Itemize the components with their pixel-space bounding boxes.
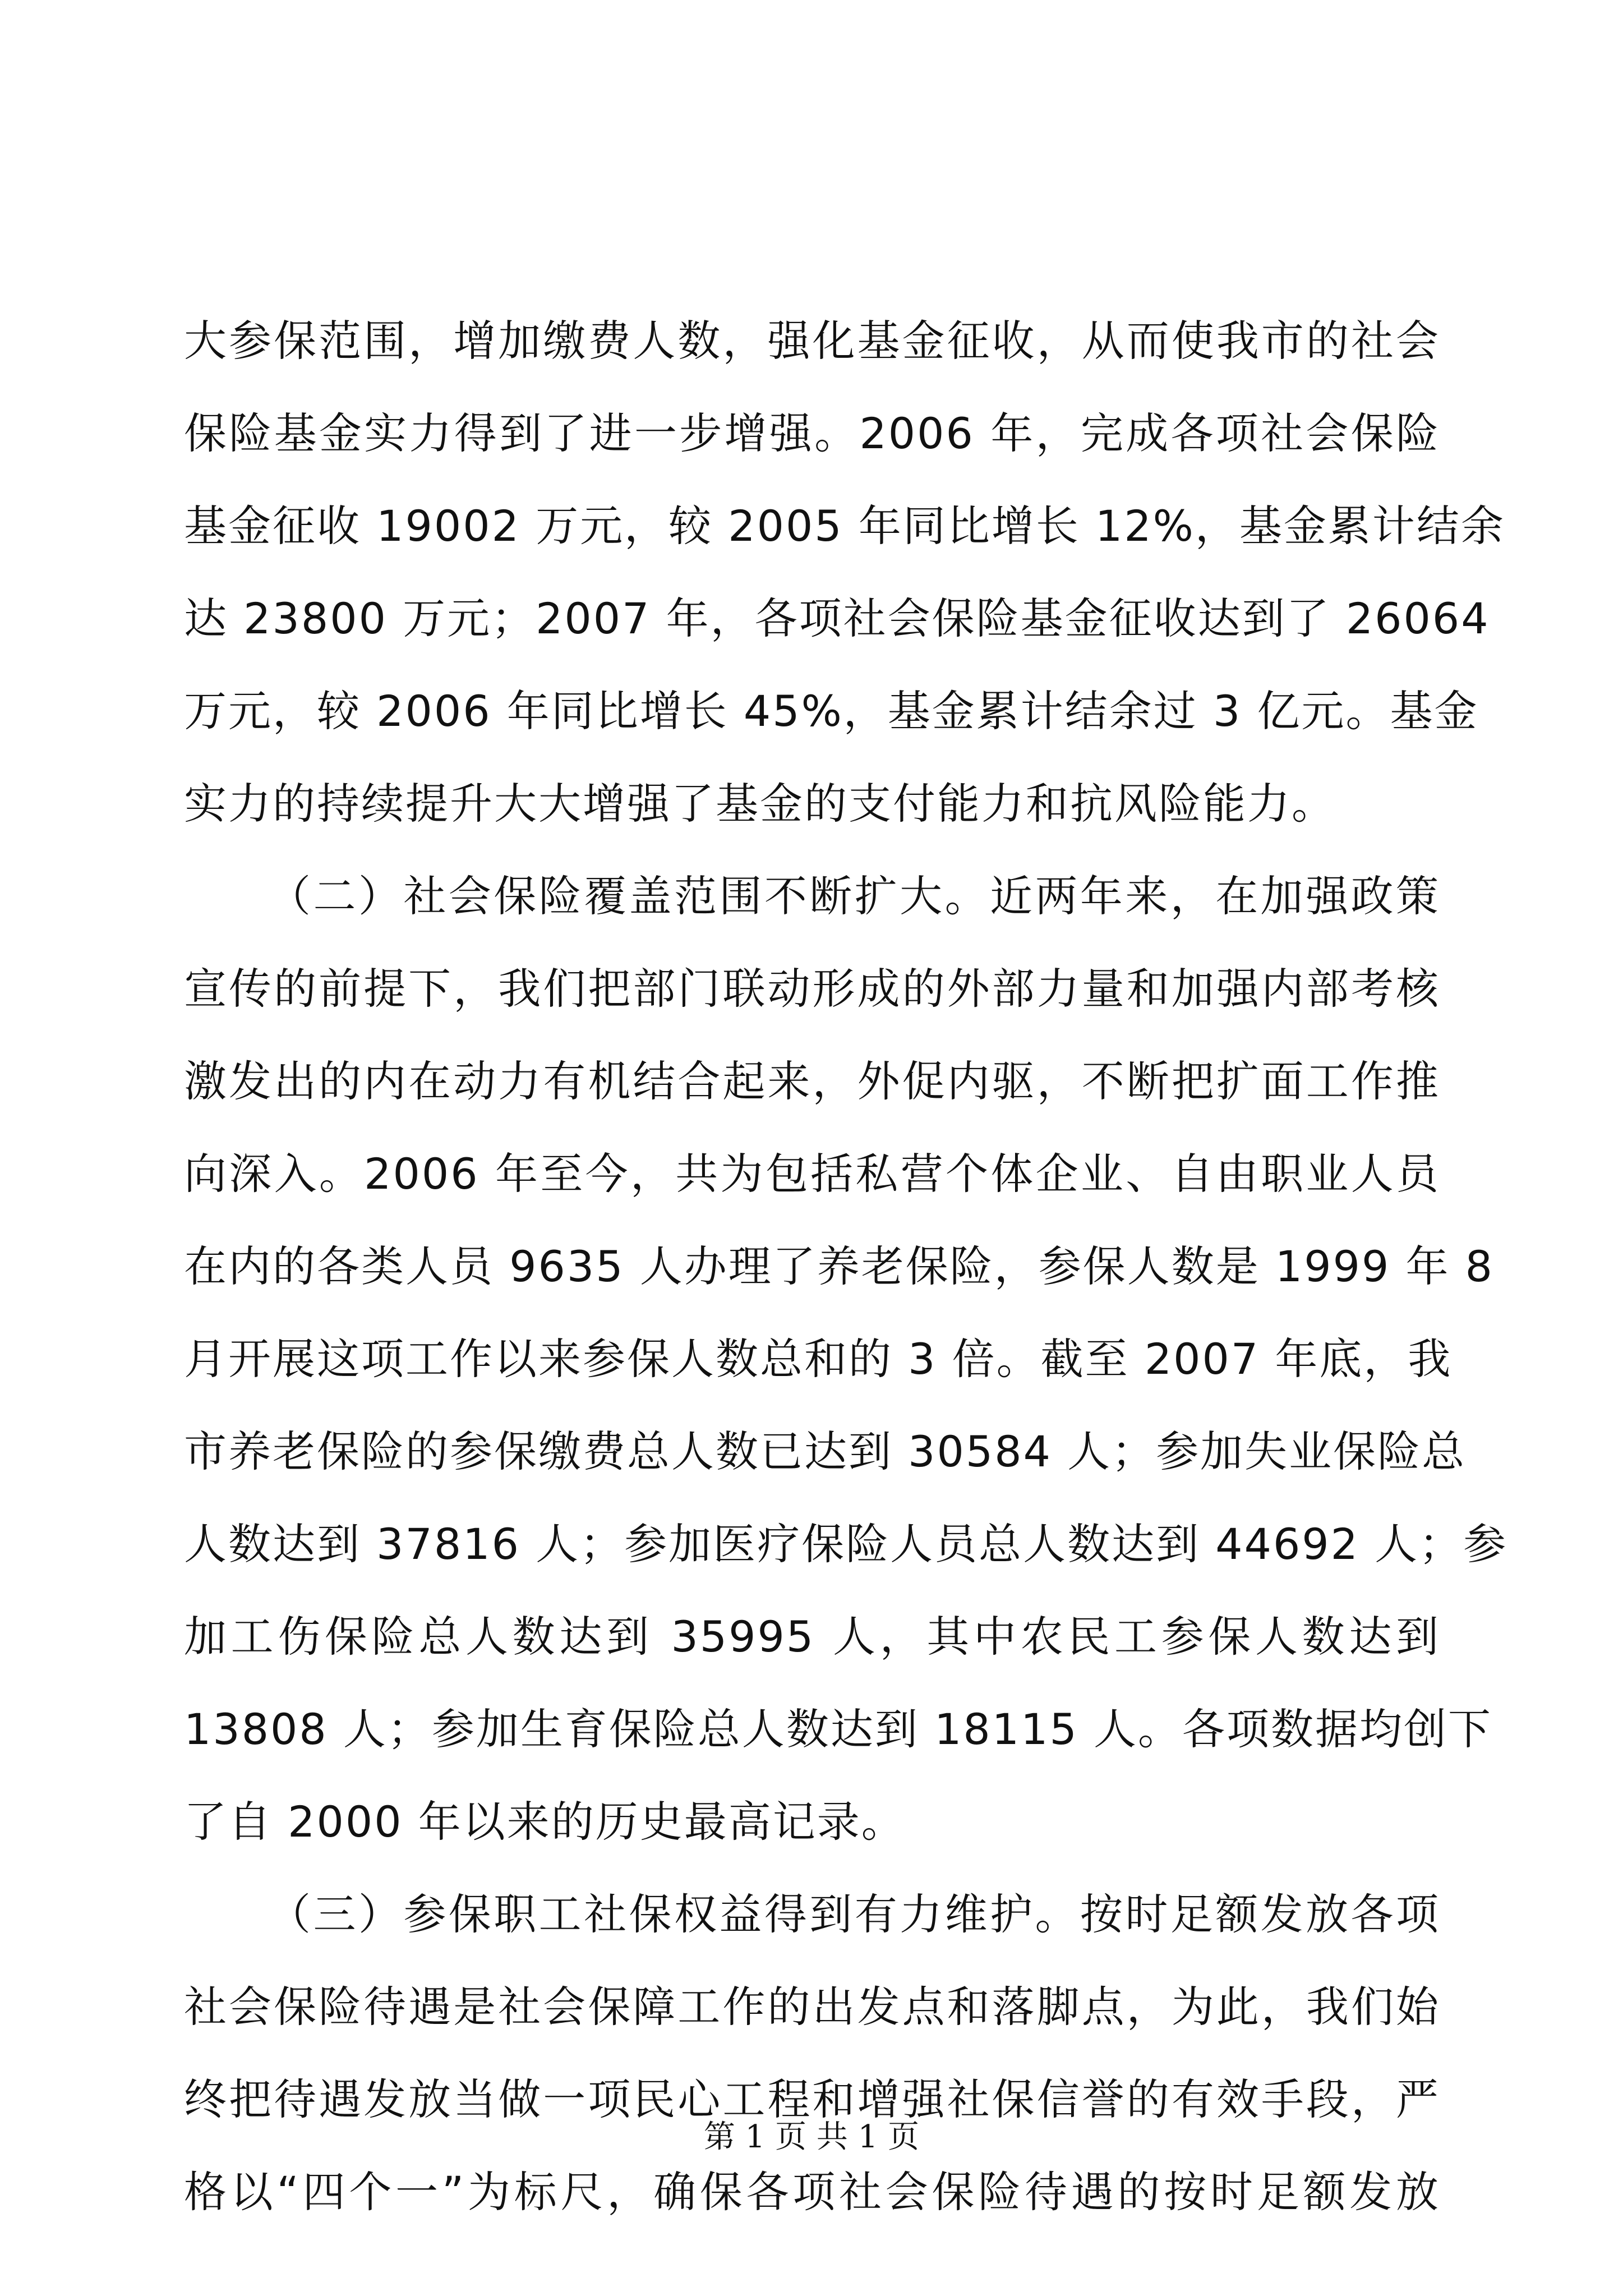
text-line: 万元，较 2006 年同比增长 45%，基金累计结余过 3 亿元。基金	[184, 686, 1479, 736]
text-line: 人数达到 37816 人；参加医疗保险人员总人数达到 44692 人；参	[184, 1519, 1508, 1569]
body-text	[184, 295, 1508, 2238]
text-line: 宣传的前提下，我们把部门联动形成的外部力量和加强内部考核	[184, 964, 1440, 1014]
text-line: 加工伤保险总人数达到 35995 人，其中农民工参保人数达到	[184, 1612, 1440, 1662]
text-line: 了自 2000 年以来的历史最高记录。	[184, 1797, 906, 1847]
text-line: 基金征收 19002 万元，较 2005 年同比增长 12%，基金累计结余	[184, 501, 1505, 551]
text-line: 保险基金实力得到了进一步增强。2006 年，完成各项社会保险	[184, 408, 1440, 458]
text-line: 大参保范围，增加缴费人数，强化基金征收，从而使我市的社会	[184, 316, 1440, 366]
text-line: 月开展这项工作以来参保人数总和的 3 倍。截至 2007 年底，我	[184, 1334, 1453, 1384]
paragraph-heading-line: （三）参保职工社保权益得到有力维护。按时足额发放各项	[268, 1889, 1440, 1939]
text-line: 格以“四个一”为标尺，确保各项社会保险待遇的按时足额发放	[184, 2167, 1440, 2217]
text-line: 在内的各类人员 9635 人办理了养老保险，参保人数是 1999 年 8	[184, 1241, 1494, 1291]
page-footer: 第 1 页 共 1 页	[703, 2119, 920, 2155]
paragraph-heading-line: （二）社会保险覆盖范围不断扩大。近两年来，在加强政策	[268, 871, 1440, 921]
text-line: 向深入。2006 年至今，共为包括私营个体企业、自由职业人员	[184, 1149, 1440, 1199]
text-line: 达 23800 万元；2007 年，各项社会保险基金征收达到了 26064	[184, 593, 1490, 643]
text-line: 13808 人；参加生育保险总人数达到 18115 人。各项数据均创下	[184, 1704, 1493, 1754]
text-line: 实力的持续提升大大增强了基金的支付能力和抗风险能力。	[184, 779, 1336, 829]
text-line: 终把待遇发放当做一项民心工程和增强社保信誉的有效手段，严	[184, 2074, 1440, 2124]
text-line: 市养老保险的参保缴费总人数已达到 30584 人；参加失业保险总	[184, 1427, 1467, 1476]
text-line: 社会保险待遇是社会保障工作的出发点和落脚点，为此，我们始	[184, 1982, 1440, 2032]
text-line: 激发出的内在动力有机结合起来，外促内驱，不断把扩面工作推	[184, 1056, 1440, 1106]
